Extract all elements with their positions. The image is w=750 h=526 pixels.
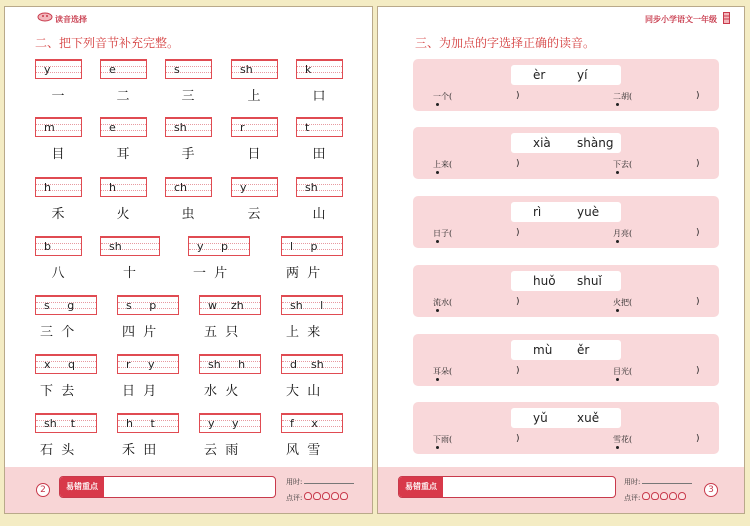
exercise-row	[5, 295, 374, 340]
hanzi-text: 云	[247, 207, 261, 222]
pinyin-writing-box[interactable]	[199, 413, 261, 433]
syllable-cell	[165, 117, 212, 162]
word-2: 火把(	[613, 297, 632, 308]
syllable-cell	[296, 59, 343, 104]
exercise-row	[5, 117, 374, 162]
error-label: 易错重点	[399, 477, 443, 497]
hanzi-text: 八	[51, 266, 65, 281]
emphasis-dot-icon	[616, 446, 619, 449]
option-2[interactable]: xuě	[577, 411, 600, 425]
hanzi-text: 五 只	[204, 325, 239, 340]
pinyin-writing-box[interactable]	[231, 117, 278, 137]
emphasis-dot-icon	[436, 171, 439, 174]
hanzi-text: 上	[247, 89, 261, 104]
word-2: 二胡(	[613, 91, 632, 102]
hanzi-text: 山	[312, 207, 326, 222]
answer-blank-1[interactable]: )	[516, 91, 520, 101]
pinyin-text: sh	[305, 181, 318, 194]
pinyin-text: y	[44, 63, 51, 76]
pinyin-text: l p	[290, 240, 318, 253]
syllable-cell	[35, 177, 82, 222]
pinyin-text: sh h	[208, 358, 246, 371]
pinyin-text: f x	[290, 417, 318, 430]
time-field[interactable]	[286, 477, 354, 487]
emphasis-dot-icon	[616, 171, 619, 174]
option-2[interactable]: yí	[577, 68, 588, 82]
pinyin-writing-box[interactable]	[100, 59, 147, 79]
pinyin-text: sh	[109, 240, 122, 253]
word-2: 雪花(	[613, 434, 632, 445]
pinyin-writing-box[interactable]	[100, 117, 147, 137]
hanzi-text: 日 月	[122, 384, 157, 399]
emphasis-dot-icon	[616, 103, 619, 106]
question-card	[413, 265, 719, 317]
hanzi-text: 四 片	[122, 325, 157, 340]
pinyin-writing-box[interactable]	[35, 354, 97, 374]
option-1[interactable]: èr	[533, 68, 546, 82]
syllable-cell	[117, 295, 179, 340]
exercise-row	[5, 177, 374, 222]
error-label: 易错重点	[60, 477, 104, 497]
syllable-cell	[35, 59, 82, 104]
question-card	[413, 334, 719, 386]
left-page	[4, 6, 373, 514]
question-card	[413, 402, 719, 454]
hanzi-text: 水 火	[204, 384, 239, 399]
pinyin-writing-box[interactable]	[100, 177, 147, 197]
rating-field[interactable]	[286, 492, 348, 503]
pinyin-text: r y	[126, 358, 155, 371]
pinyin-options	[511, 408, 621, 428]
syllable-cell	[35, 117, 82, 162]
pinyin-writing-box[interactable]	[117, 413, 179, 433]
hanzi-text: 云 雨	[204, 443, 239, 458]
emphasis-dot-icon	[436, 446, 439, 449]
answer-blank-2[interactable]: )	[696, 228, 700, 238]
pinyin-writing-box[interactable]	[117, 354, 179, 374]
hanzi-text: 虫	[181, 207, 195, 222]
syllable-cell	[199, 354, 261, 399]
pinyin-text: d sh	[290, 358, 324, 371]
pinyin-writing-box[interactable]	[281, 236, 343, 256]
rating-label: 点评:	[624, 494, 641, 502]
answer-blank-1[interactable]: )	[516, 228, 520, 238]
pinyin-text: h	[109, 181, 116, 194]
answer-blank-2[interactable]: )	[696, 159, 700, 169]
word-2: 月亮(	[613, 228, 632, 239]
pinyin-writing-box[interactable]	[100, 236, 160, 256]
syllable-cell	[100, 236, 160, 281]
emphasis-dot-icon	[436, 240, 439, 243]
syllable-cell	[165, 59, 212, 104]
rating-hands-icon	[304, 492, 348, 500]
syllable-cell	[231, 117, 278, 162]
pinyin-options	[511, 340, 621, 360]
pinyin-options	[511, 271, 621, 291]
pinyin-writing-box[interactable]	[35, 295, 97, 315]
page-number: 2	[36, 483, 50, 497]
syllable-cell	[35, 354, 97, 399]
pinyin-text: s p	[126, 299, 157, 312]
emphasis-dot-icon	[616, 240, 619, 243]
page-number: 3	[704, 483, 718, 497]
pinyin-text: y p	[197, 240, 228, 253]
emphasis-dot-icon	[436, 103, 439, 106]
pinyin-text: sh	[174, 121, 187, 134]
syllable-cell	[231, 177, 278, 222]
pinyin-text: t	[305, 121, 310, 134]
hanzi-text: 目	[51, 147, 65, 162]
time-field[interactable]	[624, 477, 692, 487]
pinyin-writing-box[interactable]	[296, 59, 343, 79]
option-2[interactable]: yuè	[577, 205, 600, 219]
word-1: 下雨(	[433, 434, 452, 445]
pinyin-writing-box[interactable]	[165, 59, 212, 79]
syllable-cell	[100, 177, 147, 222]
exercise-row	[5, 59, 374, 104]
time-label: 用时:	[286, 478, 303, 486]
pinyin-text: x q	[44, 358, 75, 371]
hanzi-text: 手	[181, 147, 195, 162]
pinyin-writing-box[interactable]	[165, 177, 212, 197]
hanzi-text: 大 山	[286, 384, 321, 399]
hanzi-text: 三 个	[40, 325, 75, 340]
answer-blank-1[interactable]: )	[516, 366, 520, 376]
pinyin-writing-box[interactable]	[231, 177, 278, 197]
syllable-cell	[296, 117, 343, 162]
footer-bar	[378, 467, 744, 513]
word-1: 耳朵(	[433, 366, 452, 377]
hanzi-text: 口	[312, 89, 326, 104]
pinyin-writing-box[interactable]	[199, 354, 261, 374]
pinyin-writing-box[interactable]	[35, 177, 82, 197]
answer-blank-2[interactable]: )	[696, 434, 700, 444]
pinyin-writing-box[interactable]	[231, 59, 278, 79]
pinyin-writing-box[interactable]	[35, 236, 82, 256]
question-card	[413, 127, 719, 179]
exercise-row	[5, 413, 374, 458]
syllable-cell	[117, 413, 179, 458]
syllable-cell	[100, 117, 147, 162]
exercise-row	[5, 236, 374, 281]
time-label: 用时:	[624, 478, 641, 486]
emphasis-dot-icon	[436, 309, 439, 312]
pinyin-text: k	[305, 63, 312, 76]
pinyin-writing-box[interactable]	[188, 236, 250, 256]
word-2: 目光(	[613, 366, 632, 377]
option-1[interactable]: mù	[533, 343, 553, 357]
pinyin-writing-box[interactable]	[165, 117, 212, 137]
rating-hands-icon	[642, 492, 686, 500]
rating-label: 点评:	[286, 494, 303, 502]
hanzi-text: 十	[123, 266, 137, 281]
option-1[interactable]: rì	[533, 205, 542, 219]
word-1: 一个(	[433, 91, 452, 102]
syllable-cell	[199, 295, 261, 340]
syllable-cell	[281, 295, 343, 340]
answer-blank-1[interactable]: )	[516, 159, 520, 169]
option-1[interactable]: huǒ	[533, 274, 556, 288]
pinyin-writing-box[interactable]	[199, 295, 261, 315]
hanzi-text: 禾 田	[122, 443, 157, 458]
answer-blank-2[interactable]: )	[696, 366, 700, 376]
section-title: 二、把下列音节补充完整。	[35, 36, 180, 50]
option-2[interactable]: shuǐ	[577, 274, 602, 288]
book-icon	[723, 12, 730, 24]
question-card	[413, 59, 719, 111]
pinyin-options	[511, 65, 621, 85]
pinyin-writing-box[interactable]	[281, 295, 343, 315]
pinyin-text: e	[109, 63, 116, 76]
hanzi-text: 风 雪	[286, 443, 321, 458]
syllable-cell	[100, 59, 147, 104]
pinyin-options	[511, 202, 621, 222]
pinyin-text: m	[44, 121, 55, 134]
syllable-cell	[165, 177, 212, 222]
pinyin-text: h	[44, 181, 51, 194]
hanzi-text: 三	[181, 89, 195, 104]
word-1: 流水(	[433, 297, 452, 308]
pinyin-text: y	[240, 181, 247, 194]
hanzi-text: 下 去	[40, 384, 75, 399]
question-card	[413, 196, 719, 248]
hanzi-text: 一 片	[193, 266, 228, 281]
book-logo-icon	[37, 12, 53, 22]
answer-blank-1[interactable]: )	[516, 297, 520, 307]
emphasis-dot-icon	[616, 378, 619, 381]
syllable-cell	[231, 59, 278, 104]
pinyin-writing-box[interactable]	[35, 413, 97, 433]
error-notes-box[interactable]	[59, 476, 276, 498]
hanzi-text: 上 来	[286, 325, 321, 340]
hanzi-text: 火	[116, 207, 130, 222]
pinyin-text: y y	[208, 417, 239, 430]
pinyin-text: sh l	[290, 299, 324, 312]
syllable-cell	[281, 413, 343, 458]
pinyin-writing-box[interactable]	[296, 117, 343, 137]
pinyin-text: e	[109, 121, 116, 134]
syllable-cell	[281, 236, 343, 281]
pinyin-text: sh t	[44, 417, 76, 430]
footer-bar	[5, 467, 372, 513]
pinyin-options	[511, 133, 621, 153]
word-1: 日子(	[433, 228, 452, 239]
hanzi-text: 二	[116, 89, 130, 104]
hanzi-text: 日	[247, 147, 261, 162]
hanzi-text: 耳	[116, 147, 130, 162]
word-1: 上来(	[433, 159, 452, 170]
pinyin-text: ch	[174, 181, 188, 194]
syllable-cell	[35, 295, 97, 340]
header-title: 读音选择	[55, 14, 87, 24]
pinyin-text: r	[240, 121, 245, 134]
emphasis-dot-icon	[436, 378, 439, 381]
pinyin-writing-box[interactable]	[281, 413, 343, 433]
word-2: 下去(	[613, 159, 632, 170]
section-title: 三、为加点的字选择正确的读音。	[415, 36, 596, 50]
syllable-cell	[296, 177, 343, 222]
option-1[interactable]: yǔ	[533, 411, 548, 425]
syllable-cell	[35, 413, 97, 458]
pinyin-text: s	[174, 63, 180, 76]
pinyin-text: b	[44, 240, 51, 253]
pinyin-writing-box[interactable]	[281, 354, 343, 374]
answer-blank-2[interactable]: )	[696, 91, 700, 101]
pinyin-writing-box[interactable]	[35, 117, 82, 137]
pinyin-text: w zh	[208, 299, 244, 312]
rating-field[interactable]	[624, 492, 686, 503]
pinyin-writing-box[interactable]	[296, 177, 343, 197]
syllable-cell	[281, 354, 343, 399]
pinyin-writing-box[interactable]	[117, 295, 179, 315]
exercise-row	[5, 354, 374, 399]
header-title: 同步小学语文一年级	[645, 14, 717, 24]
pinyin-text: h t	[126, 417, 155, 430]
emphasis-dot-icon	[616, 309, 619, 312]
pinyin-text: sh	[240, 63, 253, 76]
pinyin-writing-box[interactable]	[35, 59, 82, 79]
hanzi-text: 两 片	[286, 266, 321, 281]
error-notes-box[interactable]	[398, 476, 616, 498]
pinyin-text: s g	[44, 299, 75, 312]
syllable-cell	[188, 236, 250, 281]
hanzi-text: 石 头	[40, 443, 75, 458]
hanzi-text: 禾	[51, 207, 65, 222]
option-1[interactable]: xià	[533, 136, 551, 150]
hanzi-text: 一	[51, 89, 65, 104]
option-2[interactable]: shàng	[577, 136, 614, 150]
right-page	[377, 6, 745, 514]
option-2[interactable]: ěr	[577, 343, 590, 357]
syllable-cell	[199, 413, 261, 458]
hanzi-text: 田	[312, 147, 326, 162]
syllable-cell	[35, 236, 82, 281]
answer-blank-2[interactable]: )	[696, 297, 700, 307]
answer-blank-1[interactable]: )	[516, 434, 520, 444]
syllable-cell	[117, 354, 179, 399]
